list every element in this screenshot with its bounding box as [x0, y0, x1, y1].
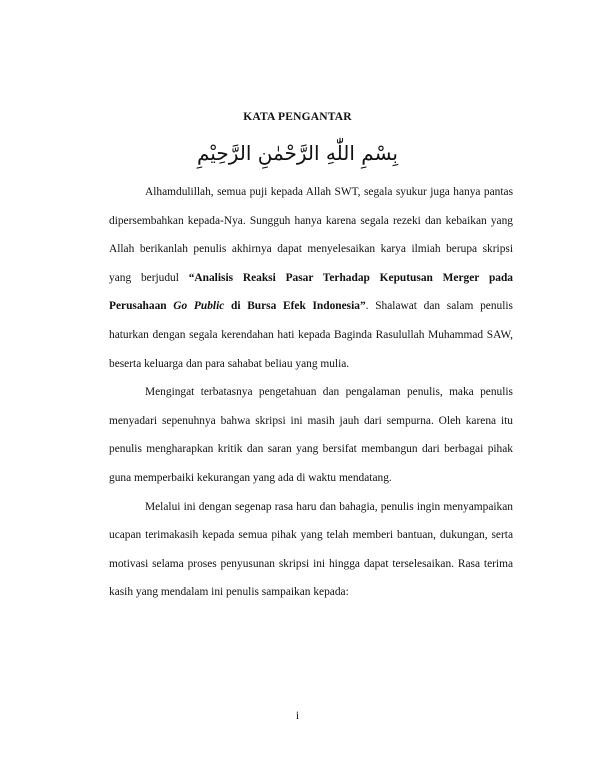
page-number: i [295, 710, 300, 722]
body-text [109, 178, 513, 607]
paragraph-1-text-b: . Shalawat dan salam penulis haturkan dengan segala kerendahan hati kepada Baginda Rasulullah Muhammad SAW, beserta keluarga dan para sahabat beliau yang mulia. [109, 300, 513, 370]
paragraph-3: Melalui ini dengan segenap rasa haru dan bahagia, penulis ingin menyampaikan ucapan terimakasih kepada semua pihak yang telah memberi bantuan, dukungan, serta motivasi selama proses penyusunan skripsi ini hingga dapat terselesaikan. Rasa terima kasih yang mendalam ini penulis sampaikan kepada: [109, 500, 513, 599]
thesis-title-part-a: “Analisis Reaksi Pasar Terhadap Keputusan Merger pada Perusahaan [109, 271, 514, 313]
paragraph-1-text-a: Alhamdulillah, semua puji kepada Allah SWT, segala syukur juga hanya pantas dipersembahkan kepada-Nya. Sungguh hanya karena segala rezeki dan kebaikan yang Allah berikanlah penulis akhirnya dapat menyelesaikan karya ilmiah berupa skripsi yang berjudul [109, 186, 513, 284]
thesis-title-part-b: di Bursa Efek Indonesia” [224, 300, 366, 313]
page-title: KATA PENGANTAR [243, 111, 352, 123]
thesis-title-italic: Go Public [173, 300, 225, 313]
paragraph-2: Mengingat terbatasnya pengetahuan dan pengalaman penulis, maka penulis menyadari sepenuhnya bahwa skripsi ini masih jauh dari sempurna. Oleh karena itu penulis mengharapkan kritik dan saran yang bersifat membangun dari berbagai pihak guna memperbaiki kekurangan yang ada di waktu mendatang. [109, 386, 513, 484]
paragraph-1 [109, 178, 513, 378]
basmala-calligraphy: بِسْمِ اللّٰهِ الرَّحْمٰنِ الرَّحِيْمِ [196, 141, 398, 165]
